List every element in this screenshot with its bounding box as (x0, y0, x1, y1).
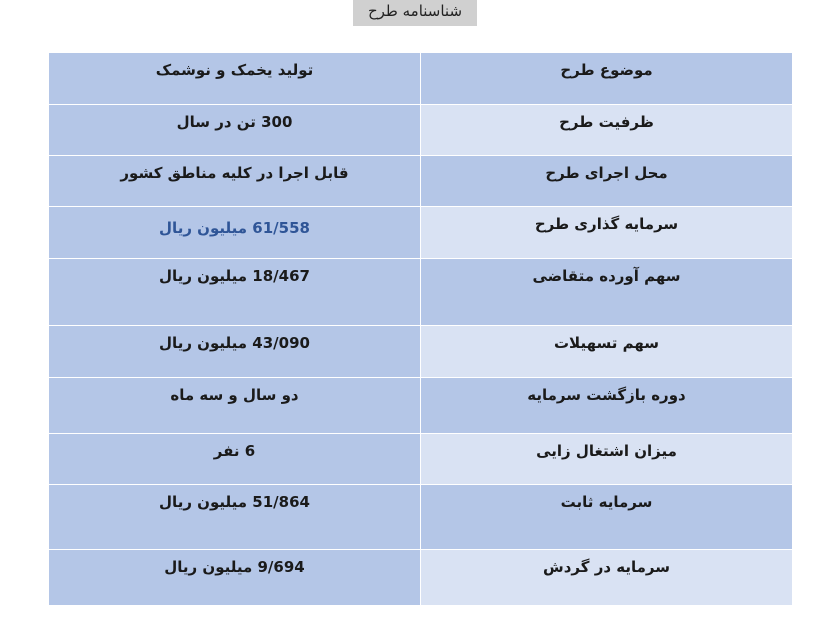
table-cell-value: 43/090 میلیون ریال (49, 325, 421, 377)
table-cell-value: 6 نفر (49, 433, 421, 484)
table-cell-value: 51/864 میلیون ریال (49, 484, 421, 549)
table-row-working-capital (49, 549, 792, 605)
table-row-payback-period (49, 377, 792, 433)
table-row-total-investment (49, 206, 792, 258)
table-cell-value: 18/467 میلیون ریال (49, 258, 421, 325)
table-row-loan-share (49, 325, 792, 377)
table-cell-label: ظرفیت طرح (421, 104, 793, 155)
table-cell-label: سرمایه ثابت (421, 484, 793, 549)
table-cell-label: سهم تسهیلات (421, 325, 793, 377)
table-row-capacity (49, 104, 792, 155)
table-cell-label: سرمایه در گردش (421, 549, 793, 605)
table-row-employment (49, 433, 792, 484)
table-cell-label: دوره بازگشت سرمایه (421, 377, 793, 433)
table-row-subject (49, 53, 792, 104)
table-row-fixed-capital (49, 484, 792, 549)
table-cell-label: محل اجرای طرح (421, 155, 793, 206)
table-cell-value: 61/558 میلیون ریال (49, 206, 421, 258)
table-cell-value: دو سال و سه ماه (49, 377, 421, 433)
table-cell-value: قابل اجرا در کلیه مناطق کشور (49, 155, 421, 206)
table-cell-value: تولید یخمک و نوشمک (49, 53, 421, 104)
table-cell-value: 9/694 میلیون ریال (49, 549, 421, 605)
table-cell-label: موضوع طرح (421, 53, 793, 104)
page-title: شناسنامه طرح (353, 0, 477, 26)
table-cell-label: میزان اشتغال زایی (421, 433, 793, 484)
table-cell-label: سرمایه گذاری طرح (421, 206, 793, 258)
project-info-table (49, 53, 792, 606)
table-row-location (49, 155, 792, 206)
table-row-applicant-share (49, 258, 792, 325)
table-cell-value: 300 تن در سال (49, 104, 421, 155)
table-cell-label: سهم آورده متقاضی (421, 258, 793, 325)
